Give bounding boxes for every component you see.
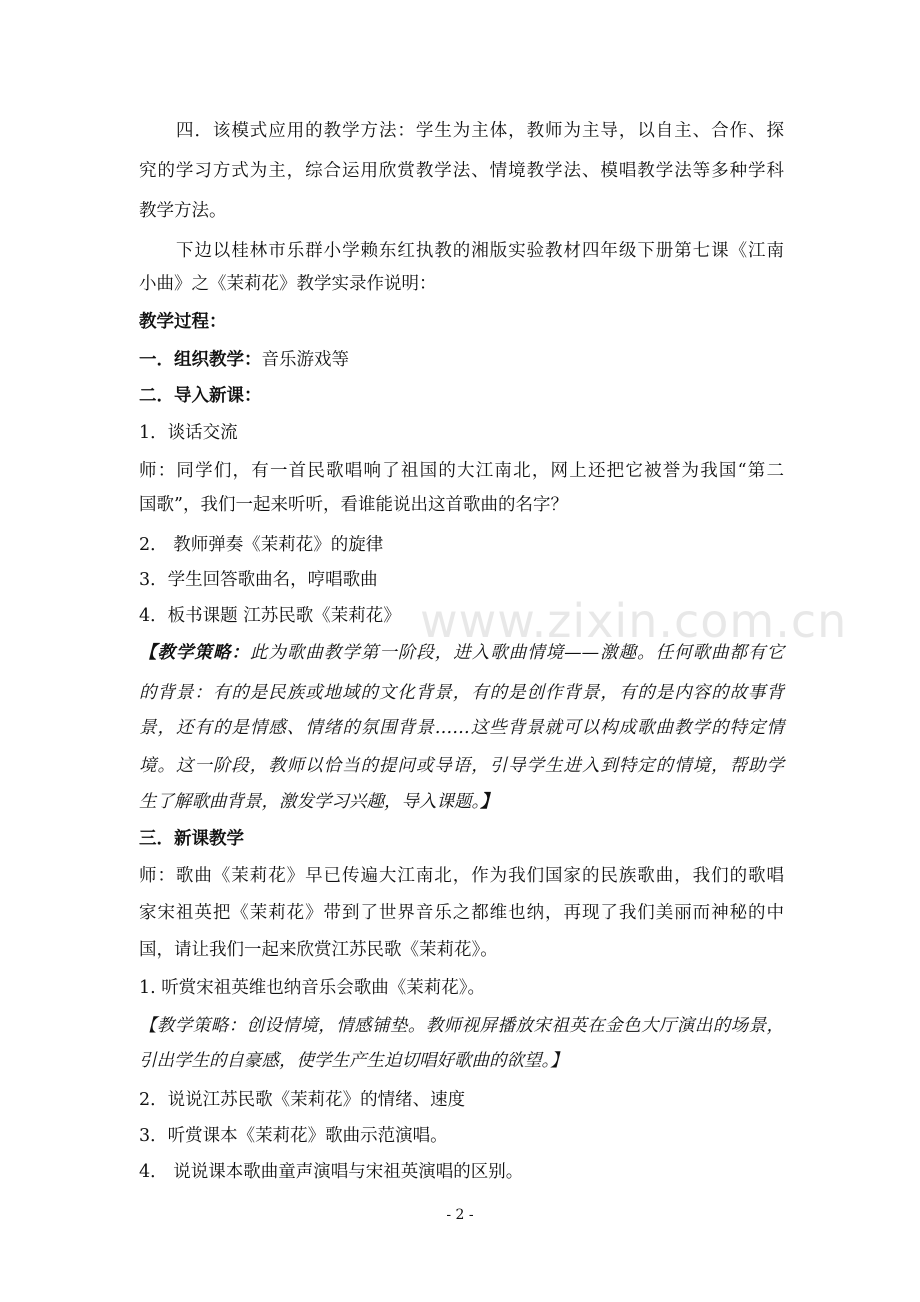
list-item: 4． 说说课本歌曲童声演唱与宋祖英演唱的区别。 xyxy=(139,1162,524,1182)
paragraph-line: 四．该模式应用的教学方法：学生为主体，教师为主导，以自主、合作、探 xyxy=(176,121,784,141)
list-item: 2． 教师弹奏《茉莉花》的旋律 xyxy=(139,535,384,555)
strategy-note-line xyxy=(139,792,784,812)
list-item: 1. 听赏宋祖英维也纳音乐会歌曲《茉莉花》。 xyxy=(139,978,486,998)
strategy-note-line: 引出学生的自豪感，使学生产生迫切唱好歌曲的欲望。】 xyxy=(139,1051,568,1071)
strategy-note-line: 的背景：有的是民族或地域的文化背景，有的是创作背景，有的是内容的故事背 xyxy=(139,683,784,703)
paragraph-line: 国，请让我们一起来欣赏江苏民歌《茉莉花》。 xyxy=(139,940,498,960)
paragraph-line: 究的学习方式为主，综合运用欣赏教学法、情境教学法、模唱教学法等多种学科 xyxy=(139,161,784,181)
strategy-note-line: 境。这一阶段，教师以恰当的提问或导语，引导学生进入到特定的情境，帮助学 xyxy=(139,756,784,776)
section-heading: 三．新课教学 xyxy=(139,829,244,849)
paragraph-line: 国歌”，我们一起来听听，看谁能说出这首歌曲的名字？ xyxy=(139,495,568,515)
strategy-text: 此为歌曲教学第一阶段，进入歌曲情境——激趣。任何歌曲都有它 xyxy=(249,643,785,663)
page-number: - 2 - xyxy=(446,1207,474,1223)
strategy-note-line: 景，还有的是情感、情绪的氛围背景……这些背景就可以构成歌曲教学的特定情 xyxy=(139,718,784,738)
section-heading: 一．组织教学： xyxy=(139,350,262,370)
list-item: 3．学生回答歌曲名，哼唱歌曲 xyxy=(139,570,378,590)
paragraph-line: 教学方法。 xyxy=(139,201,227,221)
section-heading: 教学过程： xyxy=(139,312,227,332)
strategy-note-line: 【教学策略：创设情境，情感铺垫。教师视屏播放宋祖英在金色大厅演出的场景， xyxy=(139,1016,784,1036)
strategy-text: 生了解歌曲背景，激发学习兴趣，导入课题。 xyxy=(139,792,481,812)
section-line xyxy=(139,350,784,370)
paragraph-line: 师：歌曲《茉莉花》早已传遍大江南北，作为我们国家的民族歌曲，我们的歌唱 xyxy=(139,866,784,886)
paragraph-line: 师：同学们，有一首民歌唱响了祖国的大江南北，网上还把它被誉为我国“第二 xyxy=(139,461,784,481)
paragraph-line: 家宋祖英把《茉莉花》带到了世界音乐之都维也纳，再现了我们美丽而神秘的中 xyxy=(139,903,784,923)
paragraph-line: 小曲》之《茉莉花》教学实录作说明： xyxy=(139,274,437,294)
list-item: 2．说说江苏民歌《茉莉花》的情绪、速度 xyxy=(139,1090,466,1110)
strategy-close: 】 xyxy=(480,792,498,812)
list-item: 3．听赏课本《茉莉花》歌曲示范演唱。 xyxy=(139,1126,448,1146)
strategy-label: 【教学策略： xyxy=(139,643,250,663)
watermark: www.zixin.com.cn xyxy=(420,594,848,648)
section-heading: 二．导入新课： xyxy=(139,386,262,406)
paragraph-line: 下边以桂林市乐群小学赖东红执教的湘版实验教材四年级下册第七课《江南 xyxy=(176,241,784,261)
section-text: 音乐游戏等 xyxy=(261,350,349,370)
list-item: 1．谈话交流 xyxy=(139,423,238,443)
list-item: 4．板书课题 江苏民歌《茉莉花》 xyxy=(139,606,401,626)
